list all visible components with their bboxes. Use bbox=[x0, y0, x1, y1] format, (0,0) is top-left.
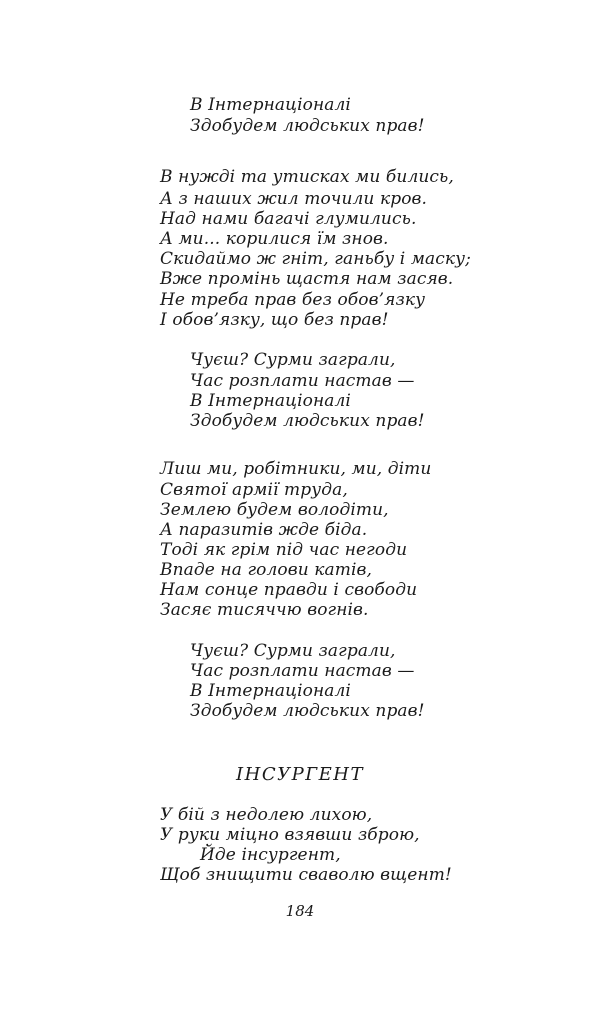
verse-line: У руки міцно взявши зброю, bbox=[160, 825, 420, 845]
verse-line: Скидаймо ж гніт, ганьбу і маску; bbox=[160, 249, 471, 269]
verse-line: Тоді як грім під час негоди bbox=[160, 540, 408, 560]
verse-line: Землею будем володіти, bbox=[160, 500, 389, 520]
verse-line: Над нами багачі глумились. bbox=[160, 209, 417, 229]
verse-line: Чуєш? Сурми заграли, bbox=[190, 350, 396, 370]
page-number: 184 bbox=[285, 902, 315, 920]
verse-line: Щоб знищити сваволю вщент! bbox=[160, 865, 452, 885]
verse-line: Здобудем людських прав! bbox=[190, 116, 425, 136]
verse-line: І обов’язку, що без прав! bbox=[160, 310, 389, 330]
verse-line: Лиш ми, робітники, ми, діти bbox=[160, 459, 432, 479]
verse-line: Вже промінь щастя нам засяв. bbox=[160, 269, 454, 289]
verse-line: А з наших жил точили кров. bbox=[160, 189, 428, 209]
verse-line: Святої армії труда, bbox=[160, 480, 348, 500]
verse-line: В нужді та утисках ми бились, bbox=[160, 167, 454, 187]
verse-line: В Інтернаціоналі bbox=[190, 391, 351, 411]
verse-line: В Інтернаціоналі bbox=[190, 95, 351, 115]
verse-line: Чуєш? Сурми заграли, bbox=[190, 641, 396, 661]
poem-title: ІНСУРГЕНТ bbox=[236, 764, 364, 785]
verse-line: Впаде на голови катів, bbox=[160, 560, 373, 580]
verse-line: Здобудем людських прав! bbox=[190, 411, 425, 431]
verse-line: Засяє тисяччю вогнів. bbox=[160, 600, 369, 620]
verse-line: У бій з недолею лихою, bbox=[160, 805, 373, 825]
verse-line: В Інтернаціоналі bbox=[190, 681, 351, 701]
verse-line: А паразитів жде біда. bbox=[160, 520, 368, 540]
verse-line: Здобудем людських прав! bbox=[190, 701, 425, 721]
verse-line: Не треба прав без обов’язку bbox=[160, 290, 426, 310]
verse-line: Йде інсургент, bbox=[200, 845, 341, 865]
verse-line: Час розплати настав — bbox=[190, 661, 415, 681]
verse-line: Час розплати настав — bbox=[190, 371, 415, 391]
verse-line: Нам сонце правди і свободи bbox=[160, 580, 418, 600]
verse-line: А ми... корилися їм знов. bbox=[160, 229, 389, 249]
